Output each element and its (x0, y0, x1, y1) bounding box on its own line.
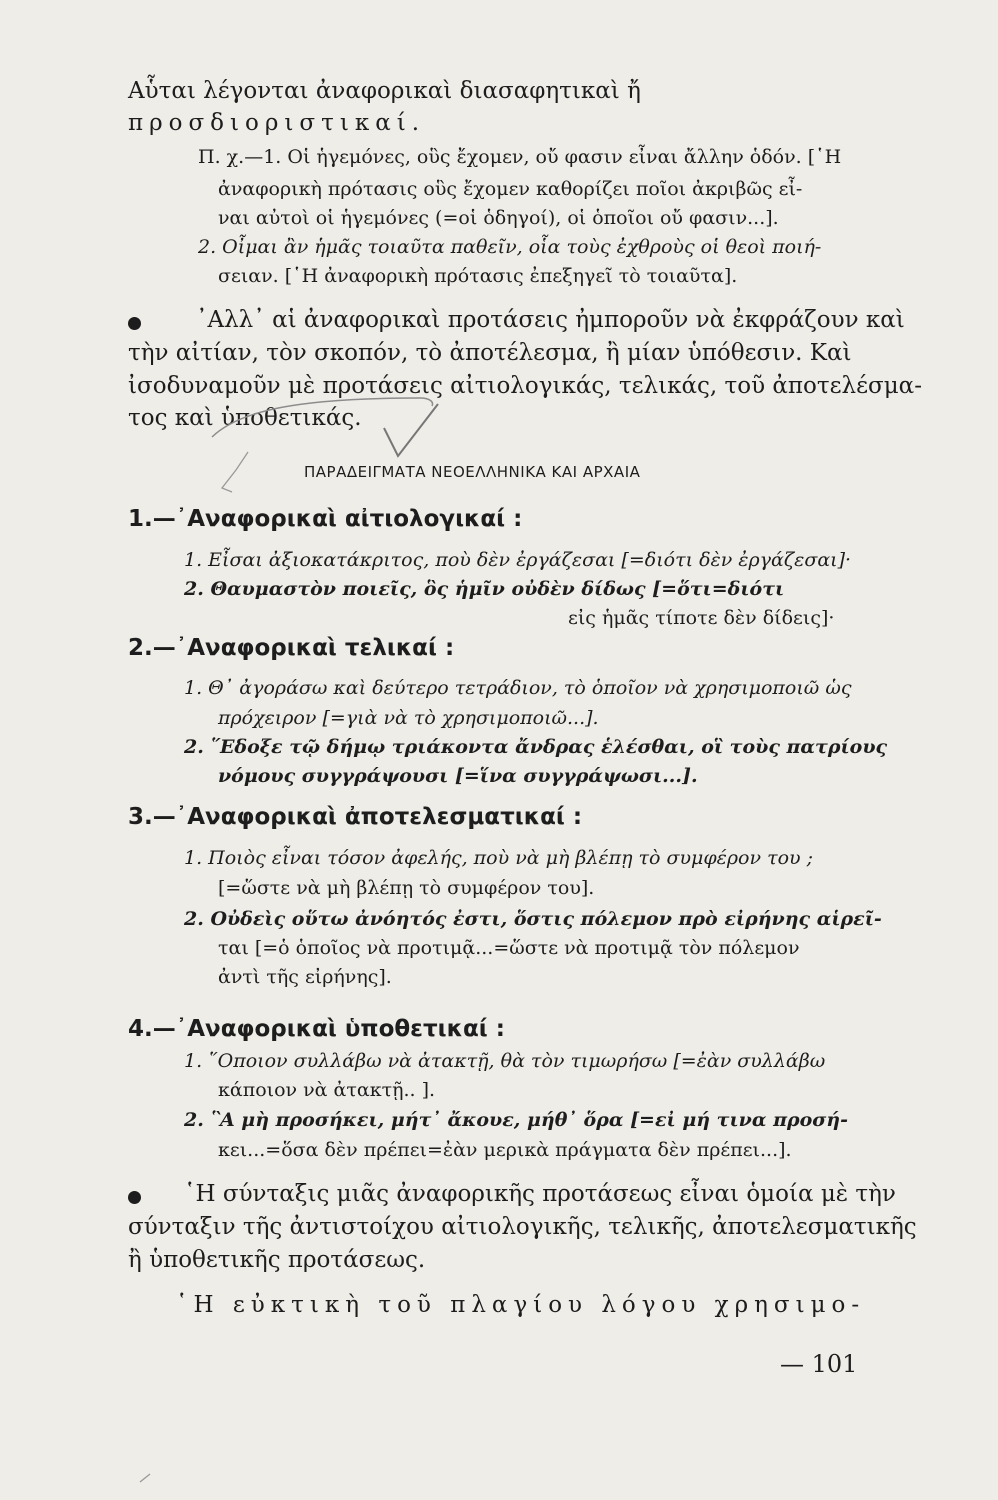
s2-example-1a: 1. Θ᾿ ἀγοράσω καὶ δεύτερο τετράδιον, τὸ ὁποῖον νὰ χρησιμοποιῶ ὡς (184, 677, 852, 699)
s3-example-1a: 1. Ποιὸς εἶναι τόσον ἀφελής, ποὺ νὰ μὴ βλέπῃ τὸ συμφέρον του ; (184, 847, 814, 869)
section-1-title: 1.—᾿Αναφορικαὶ αἰτιολογικαί : (128, 506, 523, 532)
s3-example-2b: ται [=ὁ ὁποῖος νὰ προτιμᾷ...=ὥστε νὰ προτιμᾷ τὸν πόλεμον (218, 937, 800, 959)
s4-example-1b: κάποιον νὰ ἀτακτῇ.. ]. (218, 1079, 436, 1101)
example-line-4: 2. Οἶμαι ἂν ἡμᾶς τοιαῦτα παθεῖν, οἷα τοὺς ἐχθροὺς οἱ θεοὶ ποιή- (198, 236, 822, 258)
intro-line-2: προσδιοριστικαί. (128, 110, 426, 136)
example-line-1: Π. χ.—1. Οἱ ἡγεμόνες, οὓς ἔχομεν, οὔ φασιν εἶναι ἄλλην ὁδόν. [῾Η (198, 146, 842, 168)
s2-example-2a: 2. ῞Εδοξε τῷ δήμῳ τριάκοντα ἄνδρας ἑλέσθαι, οἳ τοὺς πατρίους (184, 736, 888, 758)
para3-line-1: ῾Η εὐκτικὴ τοῦ πλαγίου λόγου χρησιμο- (176, 1292, 866, 1318)
para2-line-1: ῾Η σύνταξις μιᾶς ἀναφορικῆς προτάσεως εἶναι ὁμοία μὲ τὴν (184, 1181, 896, 1207)
s3-example-2c: ἀντὶ τῆς εἰρήνης]. (218, 966, 392, 988)
section-4-title: 4.—᾿Αναφορικαὶ ὑποθετικαί : (128, 1016, 505, 1042)
s4-example-2b: κει...=ὅσα δὲν πρέπει=ἐὰν μερικὰ πράγματα δὲν πρέπει...]. (218, 1139, 792, 1161)
s4-example-2a: 2. ῝Α μὴ προσήκει, μήτ᾿ ἄκουε, μήθ᾿ ὅρα [=εἰ μή τινα προσή- (184, 1109, 848, 1131)
s1-example-2b: εἰς ἡμᾶς τίποτε δὲν δίδεις]· (568, 607, 835, 629)
para1-line-1: ᾿Αλλ᾿ αἱ ἀναφορικαὶ προτάσεις ἠμποροῦν νὰ ἐκφράζουν καὶ (196, 307, 905, 333)
intro-line-1: Αὗται λέγονται ἀναφορικαὶ διασαφητικαὶ ἤ (128, 78, 641, 104)
para1-line-3: ἰσοδυναμοῦν μὲ προτάσεις αἰτιολογικάς, τελικάς, τοῦ ἀποτελέσμα- (128, 373, 922, 399)
para1-line-2: τὴν αἰτίαν, τὸν σκοπόν, τὸ ἀποτέλεσμα, ἢ μίαν ὑπόθεσιν. Καὶ (128, 340, 852, 366)
s3-example-1b: [=ὥστε νὰ μὴ βλέπῃ τὸ συμφέρον του]. (218, 877, 595, 899)
para1-line-4: τος καὶ ὑποθετικάς. (128, 405, 362, 431)
s2-example-1b: πρόχειρον [=γιὰ νὰ τὸ χρησιμοποιῶ...]. (218, 707, 599, 729)
para2-line-3: ἢ ὑποθετικῆς προτάσεως. (128, 1247, 426, 1273)
section-2-title: 2.—᾿Αναφορικαὶ τελικαί : (128, 635, 455, 661)
section-3-title: 3.—᾿Αναφορικαὶ ἀποτελεσματικαί : (128, 804, 583, 830)
example-line-2: ἀναφορικὴ πρότασις οὓς ἔχομεν καθορίζει ποῖοι ἀκριβῶς εἶ- (218, 178, 803, 200)
example-line-3: ναι αὐτοὶ οἱ ἡγεμόνες (=οἱ ὁδηγοί), οἱ ὁποῖοι οὔ φασιν...]. (218, 207, 779, 229)
s4-example-1a: 1. ῞Οποιον συλλάβω νὰ ἀτακτῇ, θὰ τὸν τιμωρήσω [=ἐὰν συλλάβω (184, 1050, 826, 1072)
page-number: — 101 (780, 1350, 858, 1378)
example-line-5: σειαν. [῾Η ἀναφορικὴ πρότασις ἐπεξηγεῖ τὸ τοιαῦτα]. (218, 265, 738, 287)
para2-line-2: σύνταξιν τῆς ἀντιστοίχου αἰτιολογικῆς, τελικῆς, ἀποτελεσματικῆς (128, 1214, 917, 1240)
section-heading: ΠΑΡΑΔΕΙΓΜΑΤΑ ΝΕΟΕΛΛΗΝΙΚΑ ΚΑΙ ΑΡΧΑΙΑ (304, 463, 641, 481)
s2-example-2b: νόμους συγγράψουσι [=ἵνα συγγράψωσι...]. (218, 765, 698, 787)
s1-example-2a: 2. Θαυμαστὸν ποιεῖς, ὃς ἡμῖν οὐδὲν δίδως [=ὅτι=διότι (184, 578, 785, 600)
s1-example-1: 1. Εἶσαι ἀξιοκατάκριτος, ποὺ δὲν ἐργάζεσαι [=διότι δὲν ἐργάζεσαι]· (184, 549, 852, 571)
s3-example-2a: 2. Οὐδεὶς οὕτω ἀνόητός ἐστι, ὅστις πόλεμον πρὸ εἰρήνης αἱρεῖ- (184, 908, 882, 930)
